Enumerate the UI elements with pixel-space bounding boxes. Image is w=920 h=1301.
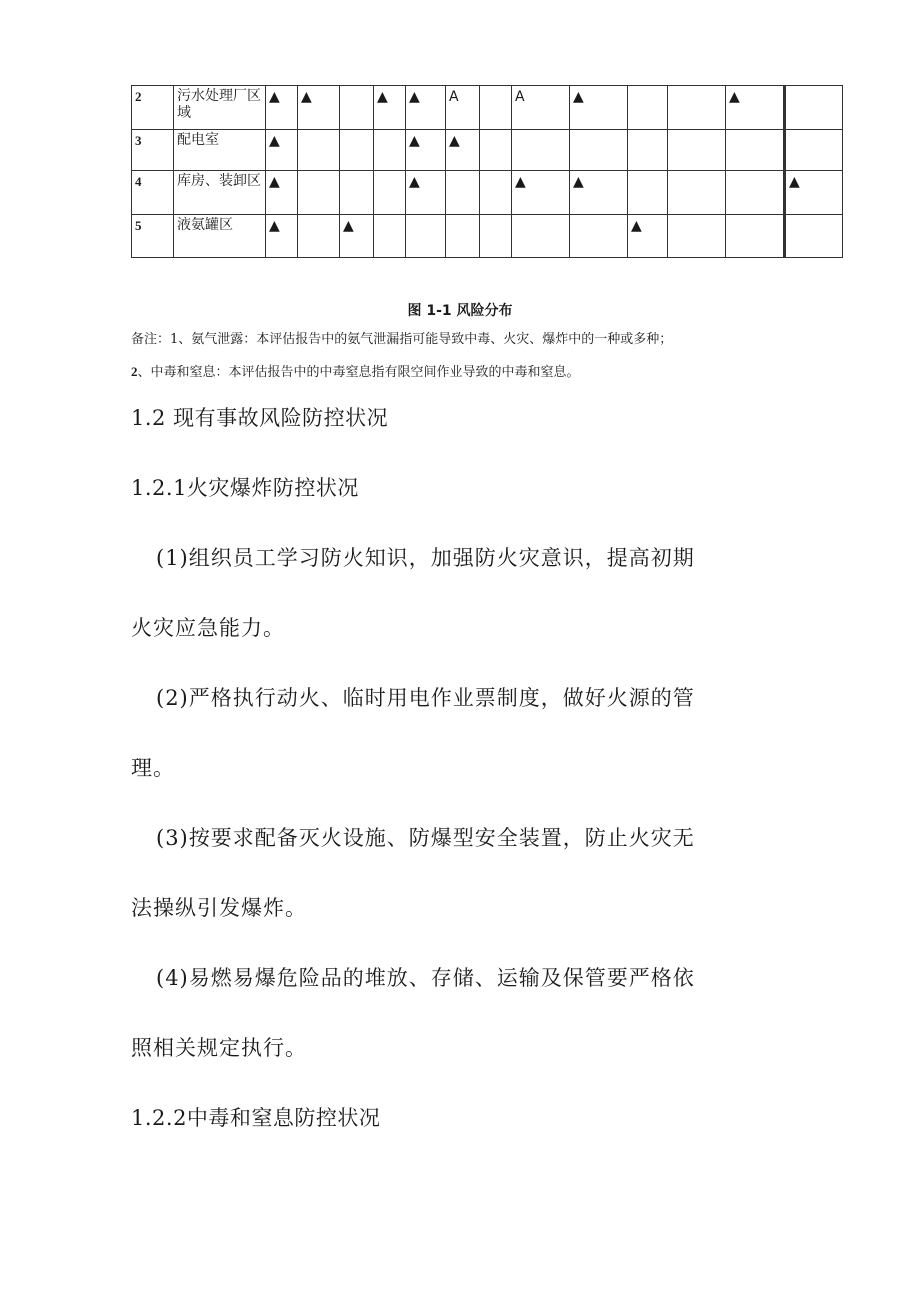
risk-mark-cell: ▲ — [266, 86, 298, 130]
table-row — [132, 215, 843, 258]
risk-mark-cell: ▲ — [374, 86, 406, 130]
row-number: 5 — [132, 215, 174, 258]
risk-mark-cell: ▲ — [446, 130, 480, 171]
risk-mark-cell — [512, 215, 570, 258]
risk-mark-cell: ▲ — [406, 86, 446, 130]
risk-mark-cell: A — [512, 86, 570, 130]
table-row — [132, 86, 843, 130]
risk-mark-cell — [628, 86, 668, 130]
figure-caption: 图 1-1 风险分布 — [407, 303, 513, 319]
risk-mark-cell — [570, 215, 628, 258]
risk-mark-cell: ▲ — [298, 86, 340, 130]
risk-mark-cell: ▲ — [266, 171, 298, 215]
risk-mark-cell — [480, 215, 512, 258]
row-number: 2 — [132, 86, 174, 130]
section-heading-1-2-2: 1.2.2中毒和窒息防控状况 — [131, 1106, 381, 1130]
table-row — [132, 130, 843, 171]
area-name: 液氨罐区 — [174, 215, 266, 258]
risk-mark-cell — [480, 171, 512, 215]
risk-mark-cell — [668, 215, 726, 258]
risk-mark-cell — [786, 86, 843, 130]
area-name: 污水处理厂区域 — [174, 86, 266, 130]
area-name: 配电室 — [174, 130, 266, 171]
risk-distribution-table — [131, 85, 843, 258]
risk-mark-cell — [480, 130, 512, 171]
risk-mark-cell — [480, 86, 512, 130]
risk-mark-cell: ▲ — [512, 171, 570, 215]
risk-mark-cell: ▲ — [628, 215, 668, 258]
risk-mark-cell — [668, 171, 726, 215]
note-line-1: 备注：1、氨气泄露：本评估报告中的氨气泄漏指可能导致中毒、火灾、爆炸中的一种或多种； — [131, 332, 673, 347]
paragraph-4-line-1: (4)易燃易爆危险品的堆放、存储、运输及保管要严格依 — [156, 966, 695, 990]
section-heading-1-2-1: 1.2.1火灾爆炸防控状况 — [131, 476, 359, 500]
risk-mark-cell — [786, 215, 843, 258]
risk-mark-cell — [406, 215, 446, 258]
risk-mark-cell — [374, 215, 406, 258]
risk-mark-cell — [340, 171, 374, 215]
risk-mark-cell — [668, 130, 726, 171]
risk-mark-cell — [340, 130, 374, 171]
risk-mark-cell — [628, 171, 668, 215]
risk-mark-cell: ▲ — [570, 171, 628, 215]
paragraph-2-line-1: (2)严格执行动火、临时用电作业票制度，做好火源的管 — [156, 686, 695, 710]
risk-mark-cell — [668, 86, 726, 130]
risk-mark-cell — [298, 171, 340, 215]
note-line-2 — [131, 363, 580, 382]
risk-mark-cell: ▲ — [406, 130, 446, 171]
risk-mark-cell: ▲ — [340, 215, 374, 258]
risk-mark-cell — [628, 130, 668, 171]
risk-mark-cell — [374, 171, 406, 215]
risk-mark-cell — [340, 86, 374, 130]
row-number: 4 — [132, 171, 174, 215]
paragraph-2-line-2: 理。 — [131, 756, 175, 780]
note-2-number: 2 — [131, 364, 138, 379]
risk-mark-cell: A — [446, 86, 480, 130]
risk-mark-cell — [298, 130, 340, 171]
risk-mark-cell: ▲ — [266, 215, 298, 258]
table-row — [132, 171, 843, 215]
risk-mark-cell — [786, 130, 843, 171]
risk-mark-cell: ▲ — [266, 130, 298, 171]
risk-mark-cell — [726, 130, 784, 171]
risk-mark-cell — [726, 171, 784, 215]
paragraph-1-line-1: (1)组织员工学习防火知识，加强防火灾意识，提高初期 — [156, 546, 695, 570]
note-2-text: 、中毒和窒息：本评估报告中的中毒窒息指有限空间作业导致的中毒和窒息。 — [137, 365, 580, 380]
risk-mark-cell: ▲ — [726, 86, 784, 130]
risk-mark-cell: ▲ — [570, 86, 628, 130]
paragraph-3-line-1: (3)按要求配备灭火设施、防爆型安全装置，防止火灾无 — [156, 826, 695, 850]
risk-mark-cell — [512, 130, 570, 171]
risk-mark-cell: ▲ — [406, 171, 446, 215]
area-name: 库房、装卸区 — [174, 171, 266, 215]
risk-mark-cell — [298, 215, 340, 258]
risk-mark-cell — [374, 130, 406, 171]
risk-mark-cell — [570, 130, 628, 171]
risk-mark-cell — [726, 215, 784, 258]
risk-mark-cell: ▲ — [786, 171, 843, 215]
paragraph-4-line-2: 照相关规定执行。 — [131, 1036, 307, 1060]
paragraph-1-line-2: 火灾应急能力。 — [131, 616, 285, 640]
risk-mark-cell — [446, 215, 480, 258]
paragraph-3-line-2: 法操纵引发爆炸。 — [131, 896, 307, 920]
row-number: 3 — [132, 130, 174, 171]
section-heading-1-2: 1.2 现有事故风险防控状况 — [131, 406, 389, 430]
risk-mark-cell — [446, 171, 480, 215]
